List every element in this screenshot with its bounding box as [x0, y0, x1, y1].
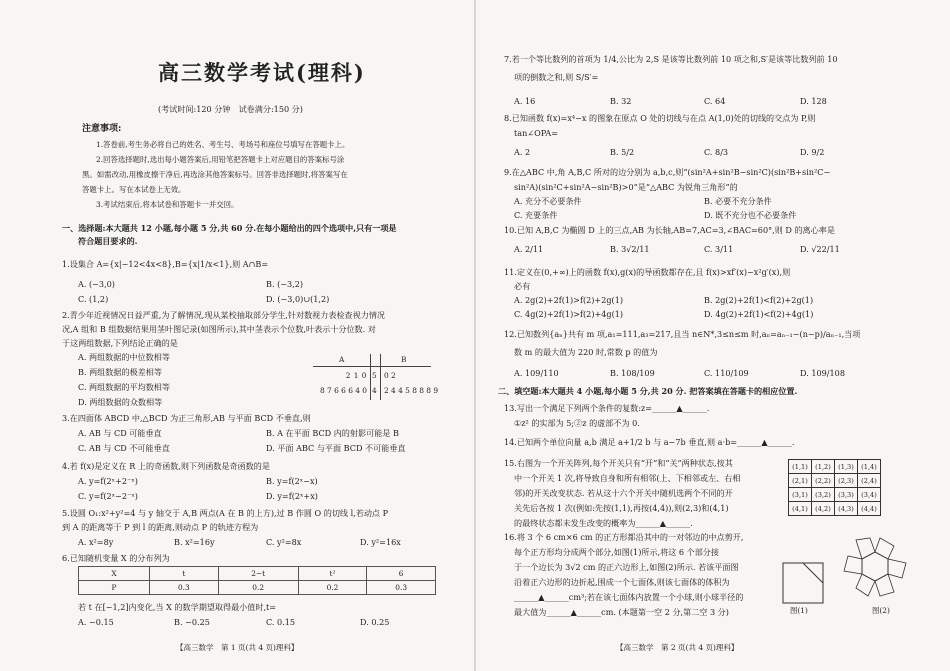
question-16-line: 于一个边长为 3√2 cm 的正六边形上,如图(2)所示. 若该平面图 — [514, 562, 739, 572]
stem-leaf-plot — [313, 354, 439, 404]
question-5-line: 到 A 的距离等于 P 到 l 的距离,则动点 P 的轨迹方程为 — [62, 522, 259, 532]
question-3-stem: 3.在四面体 ABCD 中,△BCD 为正三角形,AB 与平面 BCD 不垂直,则 — [62, 413, 311, 423]
page-title: 高三数学考试(理科) — [158, 60, 366, 85]
q7-option-b: B. 32 — [610, 96, 632, 106]
notice-line: 2.回答选择题时,选出每小题答案后,用铅笔把答题卡上对应题目的答案标号涂 — [96, 155, 345, 164]
stemleaf-head-b: B — [401, 355, 407, 364]
table-cell: 6 — [367, 567, 436, 581]
grid-cell: (3,2) — [812, 488, 835, 502]
q11-option-d: D. 4g(2)+2f(1)<f(2)+4g(1) — [704, 309, 814, 319]
q9-option-c: C. 充要条件 — [514, 210, 558, 220]
grid-cell: (4,4) — [858, 502, 881, 516]
q10-option-b: B. 3√2/11 — [610, 244, 650, 254]
question-10-stem: 10.已知 A,B,C 为椭圆 D 上的三点,AB 为长轴,AB=7,AC=3,∠BAC=60°,则 D 的离心率是 — [504, 225, 835, 235]
table-cell: t — [150, 567, 219, 581]
q1-option-a: A. (−3,0) — [78, 279, 115, 289]
question-11-line: 必有 — [514, 281, 531, 291]
stemleaf-stem: 4 — [372, 386, 377, 395]
figure-1-cut-square — [782, 562, 824, 604]
net-piece — [875, 538, 894, 559]
q3-option-c: C. AB 与 CD 不可能垂直 — [78, 443, 170, 453]
q2-option-b: B. 两组数据的极差相等 — [78, 367, 162, 377]
grid-cell: (4,2) — [812, 502, 835, 516]
question-13-line: ①z² 的实部为 5;②z 的虚部不为 0. — [514, 418, 640, 428]
q7-option-c: C. 64 — [704, 96, 726, 106]
table-cell: 0.2 — [218, 581, 298, 595]
q12-option-b: B. 108/109 — [610, 368, 655, 378]
q2-option-d: D. 两组数据的众数相等 — [78, 397, 163, 407]
grid-cell: (2,2) — [812, 474, 835, 488]
grid-cell: (4,1) — [789, 502, 812, 516]
page-footer: 【高三数学 第 1 页(共 4 页)理科】 — [176, 643, 299, 652]
question-13-line: 13.写出一个满足下列两个条件的复数:z=______▲______. — [504, 403, 710, 413]
question-4-stem: 4.若 f(x)是定义在 R 上的奇函数,则下列函数是奇函数的是 — [62, 461, 270, 471]
q4-option-c: C. y=f(2ˣ−2⁻ˣ) — [78, 491, 138, 501]
q4-option-b: B. y=f(2ˣ−x) — [266, 476, 318, 486]
notice-heading: 注意事项: — [82, 124, 122, 134]
q11-option-b: B. 2g(2)+2f(1)<f(2)+2g(1) — [704, 295, 814, 305]
figure-1-caption: 图(1) — [790, 606, 808, 615]
question-9-line: sin²A)(sin²C+sin²A−sin²B)>0”是“△ABC 为锐角三角形”的 — [514, 182, 738, 192]
question-15-line: 关先后各按 1 次(例如:先按(1,1),再按(4,4)),则(2,3)和(4,1) — [514, 503, 729, 513]
grid-cell: (1,4) — [858, 460, 881, 474]
q10-option-c: C. 3/11 — [704, 244, 734, 254]
q11-option-c: C. 4g(2)+2f(1)>f(2)+4g(1) — [514, 309, 624, 319]
q10-option-a: A. 2/11 — [514, 244, 544, 254]
stemleaf-right-leaves: 0 2 — [384, 371, 396, 380]
grid-cell: (2,3) — [835, 474, 858, 488]
table-cell: P — [79, 581, 150, 595]
net-piece — [888, 559, 906, 578]
question-8-line: tan∠OPA= — [514, 128, 559, 138]
stemleaf-left-leaves: 8 7 6 6 6 4 0 — [319, 386, 367, 395]
q11-option-a: A. 2g(2)+2f(1)>f(2)+2g(1) — [514, 295, 623, 305]
question-11-line: 11.定义在(0,+∞)上的函数 f(x),g(x)的导函数都存在,且 f(x)>xf′(x)−x²g′(x),则 — [504, 267, 791, 277]
q9-option-b: B. 必要不充分条件 — [704, 196, 772, 206]
q4-option-d: D. y=f(2ˣ+x) — [266, 491, 318, 501]
grid-cell: (3,1) — [789, 488, 812, 502]
table-cell: 0.3 — [367, 581, 436, 595]
section-heading-cont: 符合题目要求的. — [78, 236, 138, 246]
table-cell: t² — [298, 567, 367, 581]
net-piece — [875, 574, 894, 596]
question-5-line: 5.设圆 O₁:x²+y²=4 与 y 轴交于 A,B 两点(A 在 B 的上方),过 B 作圆 O 的切线 l,若动点 P — [62, 508, 389, 518]
table-row — [789, 460, 881, 474]
q9-option-a: A. 充分不必要条件 — [514, 196, 582, 206]
q2-option-c: C. 两组数据的平均数相等 — [78, 382, 170, 392]
table-cell: 2−t — [218, 567, 298, 581]
q1-option-c: C. (1,2) — [78, 294, 109, 304]
q8-option-c: C. 8/3 — [704, 147, 729, 157]
grid-cell: (2,1) — [789, 474, 812, 488]
q7-option-a: A. 16 — [514, 96, 536, 106]
q5-option-a: A. x²=8y — [78, 537, 114, 547]
exam-page-1 — [0, 0, 474, 671]
exam-page-2 — [476, 0, 950, 671]
figure-2-caption: 图(2) — [872, 606, 890, 615]
q3-option-d: D. 平面 ABC 与平面 BCD 不可能垂直 — [266, 443, 406, 453]
q9-option-d: D. 既不充分也不必要条件 — [704, 210, 797, 220]
q6-option-b: B. −0.25 — [174, 617, 210, 627]
notice-line: 3.考试结束后,将本试卷和答题卡一并交回。 — [96, 200, 239, 209]
question-2-line: 于这两组数据,下列结论正确的是 — [62, 338, 178, 348]
table-row — [789, 488, 881, 502]
notice-line: 1.答卷前,考生务必将自己的姓名、考生号、考场号和座位号填写在答题卡上。 — [96, 140, 350, 149]
section-heading: 二、填空题:本大题共 4 小题,每小题 5 分,共 20 分. 把答案填在答题卡的相应位置. — [498, 386, 798, 396]
switch-array-grid — [788, 459, 881, 516]
q5-option-c: C. y²=8x — [266, 537, 302, 547]
question-16-line: 每个正方形均分成两个部分,如图(1)所示,将这 6 个部分接 — [514, 547, 719, 557]
question-2-line: 况,A 组和 B 组数据结果用茎叶图记录(如图所示),其中茎表示个位数,叶表示十分位数. 对 — [62, 324, 376, 334]
section-heading: 一、选择题:本大题共 12 小题,每小题 5 分,共 60 分.在每小题给出的四个选项中,只有一项是 — [62, 223, 397, 233]
distribution-table — [78, 566, 436, 595]
table-row — [79, 567, 436, 581]
table-row — [789, 474, 881, 488]
question-1-stem: 1.设集合 A={x|−12<4x<8},B={x|1/x<1},则 A∩B= — [62, 259, 269, 269]
q5-option-d: D. y²=16x — [360, 537, 401, 547]
q3-option-a: A. AB 与 CD 可能垂直 — [78, 428, 162, 438]
question-12-line: 数 m 的最大值为 220 时,常数 p 的值为 — [514, 347, 658, 357]
q7-option-d: D. 128 — [800, 96, 827, 106]
table-cell: X — [79, 567, 150, 581]
exam-subtitle: (考试时间:120 分钟 试卷满分:150 分) — [158, 104, 303, 114]
question-15-line: 15.右图为一个开关阵列,每个开关只有“开”和“关”两种状态,按其 — [504, 458, 733, 468]
question-14: 14.已知两个单位向量 a,b 满足 a+1/2 b 与 a−7b 垂直,则 a·b=______▲______. — [504, 437, 795, 447]
stemleaf-left-leaves: 2 1 0 — [345, 371, 367, 380]
net-piece — [844, 556, 862, 574]
q1-option-b: B. (−3,2) — [266, 279, 304, 289]
question-6-tail: 若 t 在[−1,2]内变化,当 X 的数学期望取得最小值时,t= — [78, 602, 277, 612]
grid-cell: (1,2) — [812, 460, 835, 474]
q8-option-a: A. 2 — [514, 147, 531, 157]
q4-option-a: A. y=f(2ˣ+2⁻ˣ) — [78, 476, 138, 486]
question-16-line: 16.将 3 个 6 cm×6 cm 的正方形都沿其中的一对邻边的中点剪开, — [504, 532, 744, 542]
page-footer: 【高三数学 第 2 页(共 4 页)理科】 — [616, 643, 739, 652]
question-15-line: 邻)的开关改变状态. 若从这十六个开关中随机选两个不同的开 — [514, 488, 733, 498]
question-7-line: 项的倒数之和,则 S/S′= — [514, 72, 599, 82]
question-8-line: 8.已知函数 f(x)=x⁴−x 的图象在原点 O 处的切线与在点 A(1,0)处的切线的交点为 P,则 — [504, 113, 816, 123]
question-16-line: 最大值为______▲______cm. (本题第一空 2 分,第二空 3 分) — [514, 607, 729, 617]
square-outline — [783, 563, 823, 603]
table-row — [79, 581, 436, 595]
q12-option-d: D. 109/108 — [800, 368, 845, 378]
question-7-line: 7.若一个等比数列的首项为 1/4,公比为 2,S 是该等比数列前 10 项之和,S′是该等比数列前 10 — [504, 54, 838, 64]
net-piece — [856, 574, 875, 596]
question-2-line: 2.青少年近视情况日益严重,为了解情况,现从某校抽取部分学生,针对数视力表检查视力情况 — [62, 310, 386, 320]
table-row — [789, 502, 881, 516]
question-15-line: 中一个开关 1 次,将导致自身和所有相邻(上、下相邻或左、右相 — [514, 473, 741, 483]
q12-option-a: A. 109/110 — [514, 368, 559, 378]
grid-cell: (3,3) — [835, 488, 858, 502]
question-9-line: 9.在△ABC 中,角 A,B,C 所对的边分别为 a,b,c,则“(sin²A+sin²B−sin²C)(sin²B+sin²C− — [504, 167, 831, 177]
q5-option-b: B. x²=16y — [174, 537, 215, 547]
q8-option-b: B. 5/2 — [610, 147, 635, 157]
grid-cell: (1,3) — [835, 460, 858, 474]
figure-2-hexagon-net — [832, 526, 918, 606]
cut-line — [803, 563, 823, 583]
question-6-stem: 6.已知随机变量 X 的分布列为 — [62, 553, 170, 563]
notice-line: 答题卡上。写在本试卷上无效。 — [82, 185, 186, 194]
table-cell: 0.3 — [150, 581, 219, 595]
grid-cell: (4,3) — [835, 502, 858, 516]
q6-option-a: A. −0.15 — [78, 617, 114, 627]
stemleaf-right-leaves: 2 4 4 5 8 8 8 9 — [384, 386, 439, 395]
q2-option-a: A. 两组数据的中位数相等 — [78, 352, 170, 362]
stemleaf-stem: 5 — [372, 371, 377, 380]
question-12-line: 12.已知数列{aₙ}共有 m 项,a₁=111,a₃=217,且当 n∈N*,3≤n≤m 时,aₙ=aₙ₋₁−(n−p)/aₙ₋₁,当项 — [504, 329, 861, 339]
grid-cell: (2,4) — [858, 474, 881, 488]
q8-option-d: D. 9/2 — [800, 147, 825, 157]
q6-option-d: D. 0.25 — [360, 617, 390, 627]
question-16-line: ______▲______cm³;若在该七面体内放置一个小球,则小球半径的 — [514, 592, 744, 602]
q3-option-b: B. A 在平面 BCD 内的射影可能是 B — [266, 428, 399, 438]
question-15-line: 的最终状态都未发生改变的概率为______▲______. — [514, 518, 693, 528]
q10-option-d: D. √22/11 — [800, 244, 840, 254]
q12-option-c: C. 110/109 — [704, 368, 749, 378]
q6-option-c: C. 0.15 — [266, 617, 296, 627]
center-hexagon — [862, 552, 888, 581]
grid-cell: (1,1) — [789, 460, 812, 474]
stemleaf-head-a: A — [339, 355, 345, 364]
q1-option-d: D. (−3,0)∪(1,2) — [266, 294, 330, 304]
net-piece — [856, 538, 875, 559]
notice-line: 黑。如需改动,用橡皮擦干净后,再选涂其他答案标号。回答非选择题时,将答案写在 — [82, 170, 348, 179]
grid-cell: (3,4) — [858, 488, 881, 502]
question-16-line: 沿着正六边形的边折起,围成一个七面体,则该七面体的体积为 — [514, 577, 730, 587]
table-cell: 0.2 — [298, 581, 367, 595]
